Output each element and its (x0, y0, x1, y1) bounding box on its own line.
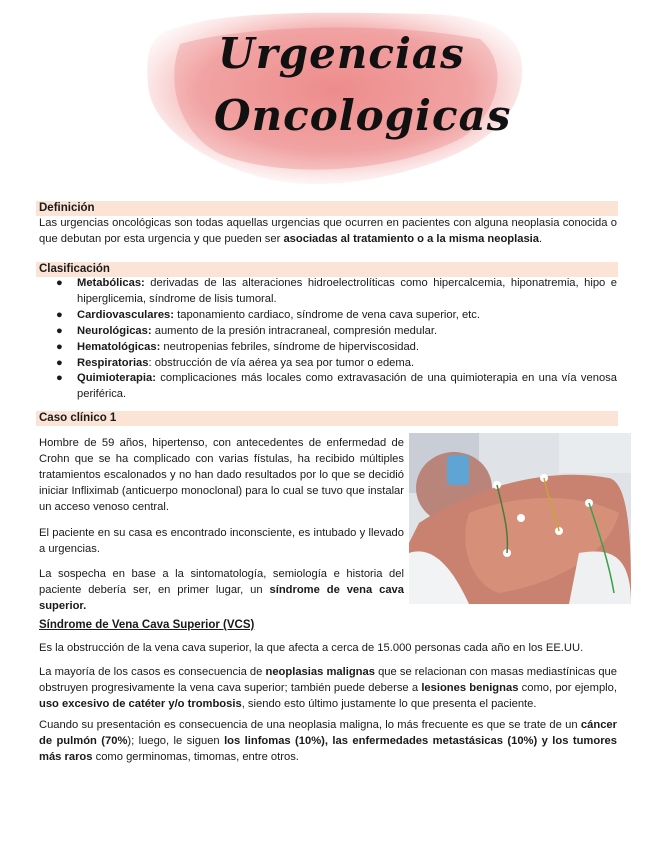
bullet-icon: ● (56, 372, 63, 385)
vcs-paragraph-1: Es la obstrucción de la vena cava superior, la que afecta a cerca de 15.000 personas cada año en los EE.UU. (39, 642, 584, 654)
list-item (39, 340, 617, 356)
definicion-period: . (539, 232, 543, 245)
vcs-p2-text: La mayoría de los casos es consecuencia de (39, 666, 266, 678)
bullet-icon: ● (56, 308, 63, 321)
vcs-p2-emphasis: lesiones benignas (421, 681, 519, 694)
list-item (39, 308, 617, 324)
section-heading-definicion: Definición (36, 201, 618, 216)
title-line-1: Urgencias (218, 29, 465, 78)
patient-photo-illustration (409, 433, 631, 604)
patient-photo (409, 433, 631, 604)
list-item-term: Quimioterapia: (77, 372, 156, 385)
vcs-p3-text: como germinomas, timomas, entre otros. (92, 750, 299, 763)
vcs-p3-emphasis: cáncer de pulmón (70% (39, 719, 617, 747)
vcs-p2-emphasis: neoplasias malignas (265, 666, 375, 678)
caso-paragraph-2: El paciente en su casa es encontrado inconsciente, es intubado y llevado a urgencias. (39, 527, 404, 555)
list-item-desc: complicaciones más locales como extravasación de una quimioterapia en una vía venosa periférica. (77, 372, 617, 401)
vcs-p2-text: que se relacionan con masas mediastínicas que obstruyen progresivamente la vena cava superior; también puede deberse a (39, 666, 617, 694)
list-item-term: Cardiovasculares: (77, 308, 175, 321)
caso-p3-emphasis: síndrome de vena cava superior. (39, 583, 404, 612)
vcs-paragraph-3 (39, 718, 617, 766)
list-item-term: Hematológicas: (77, 340, 161, 353)
list-item (39, 324, 617, 340)
list-item-term: Neurológicas: (77, 324, 152, 337)
vcs-p3-text: Cuando su presentación es consecuencia de una neoplasia maligna, lo más frecuente es que se trate de un (39, 719, 581, 731)
list-item (39, 356, 617, 372)
definicion-paragraph (39, 216, 617, 248)
list-item (39, 276, 617, 308)
bullet-icon: ● (56, 324, 63, 337)
vcs-p2-emphasis: uso excesivo de catéter y/o trombosis (39, 697, 242, 710)
vcs-p3-text: ); luego, le siguen (127, 734, 225, 747)
caso-p3-text: La sospecha en base a la sintomatología, semiología e historia del paciente debería ser, en primer lugar, un (39, 568, 404, 596)
list-item-desc: neutropenias febriles, síndrome de hiperviscosidad. (160, 340, 420, 353)
vcs-p2-text: como, por ejemplo, (518, 681, 617, 694)
list-item-desc: : obstrucción de vía aérea ya sea por tumor o edema. (148, 356, 415, 369)
list-item-desc: aumento de la presión intracraneal, compresión medular. (151, 324, 438, 337)
section-heading-clasificacion: Clasificación (36, 262, 618, 277)
definicion-text: Las urgencias oncológicas son todas aquellas urgencias que ocurren en pacientes con alguna neoplasia conocida o que debutan por esta urgencia y que pueden ser (39, 217, 617, 245)
section-heading-caso-clinico: Caso clínico 1 (36, 411, 618, 426)
vcs-paragraph-2 (39, 665, 617, 713)
list-item (39, 371, 617, 403)
bullet-icon: ● (56, 340, 63, 353)
list-item-desc: taponamiento cardiaco, síndrome de vena cava superior, etc. (174, 308, 480, 321)
list-item-term: Respiratorias (77, 356, 149, 369)
bullet-icon: ● (56, 356, 63, 369)
vcs-p2-text: , siendo esto último justamente lo que presenta el paciente. (241, 697, 537, 710)
vcs-heading: Síndrome de Vena Cava Superior (VCS) (39, 619, 255, 631)
caso-paragraph-3 (39, 567, 404, 615)
list-item-desc: derivadas de las alteraciones hidroelectrolíticas como hipercalcemia, hiponatremia, hipo e hiperglicemia, síndrome de lisis tumoral. (77, 277, 617, 305)
definicion-emphasis: asociadas al tratamiento o a la misma neoplasia (283, 232, 540, 245)
title-line-2: Oncologicas (214, 91, 512, 140)
bullet-icon: ● (56, 277, 63, 289)
caso-paragraph-1: Hombre de 59 años, hipertenso, con antecedentes de enfermedad de Crohn que se ha complicado con varias fístulas, ha recibido múltiples tratamientos escalonados y no han dado resultados por lo que se decidió iniciar Infliximab (anticuerpo monoclonal) para lo cual se tuvo que instalar un acceso venoso central. (39, 437, 404, 513)
vcs-p3-emphasis: los linfomas (10%), las enfermedades metastásicas (10%) y los tumores más raros (39, 734, 617, 763)
title-banner (130, 4, 530, 194)
clasificacion-list (39, 276, 617, 403)
list-item-term: Metabólicas: (77, 277, 145, 289)
